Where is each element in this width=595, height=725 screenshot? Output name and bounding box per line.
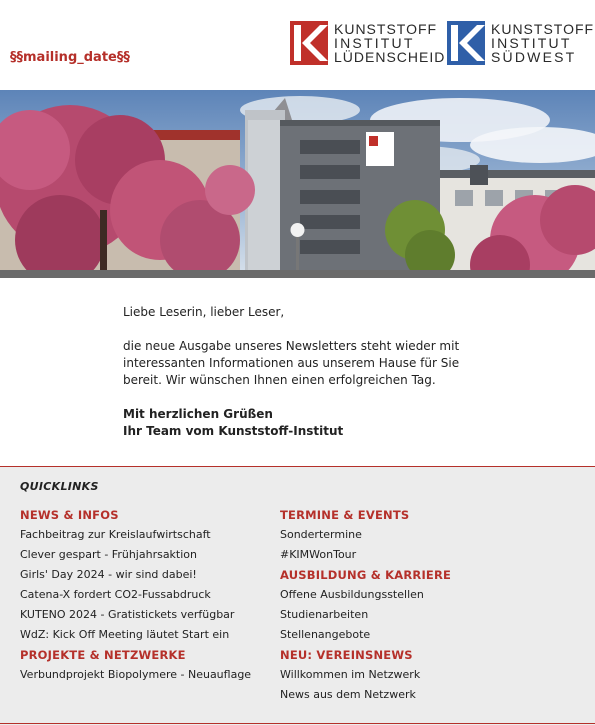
logo-line-3: LÜDENSCHEID xyxy=(334,49,446,65)
quicklink-item[interactable]: #KIMWonTour xyxy=(280,548,357,561)
logo-text xyxy=(334,22,445,64)
section-heading-training: AUSBILDUNG & KARRIERE xyxy=(280,568,452,582)
quicklink-item[interactable]: Studienarbeiten xyxy=(280,608,369,621)
logo-kunststoff-institut-luedenscheid[interactable] xyxy=(290,20,445,66)
k-logo-blue-icon xyxy=(447,21,485,65)
quicklinks-section xyxy=(0,466,595,725)
quicklink-item[interactable]: Willkommen im Netzwerk xyxy=(280,668,421,681)
logo-text xyxy=(491,22,594,64)
quicklink-item[interactable]: Stellenangebote xyxy=(280,628,371,641)
quicklink-item[interactable]: Fachbeitrag zur Kreislaufwirtschaft xyxy=(20,528,211,541)
quicklink-item[interactable]: Clever gespart - Frühjahrsaktion xyxy=(20,548,197,561)
bottom-divider xyxy=(0,723,595,724)
logo-line-2: INSTITUT xyxy=(491,35,572,51)
intro-text xyxy=(123,304,483,440)
quicklink-item[interactable]: Offene Ausbildungsstellen xyxy=(280,588,424,601)
logo-line-3: SÜDWEST xyxy=(491,49,577,65)
hero-image-institute-building xyxy=(0,90,595,278)
quicklink-item[interactable]: News aus dem Netzwerk xyxy=(280,688,416,701)
logo-line-2: INSTITUT xyxy=(334,35,415,51)
section-heading-projects: PROJEKTE & NETZWERKE xyxy=(20,648,186,662)
logo-line-1: KUNSTSTOFF xyxy=(334,21,438,37)
intro-body: die neue Ausgabe unseres Newsletters steht wieder mit interessanten Informationen aus unserem Hause für Sie bereit. Wir wünschen Ihnen einen erfolgreichen Tag. xyxy=(123,339,460,387)
section-heading-events: TERMINE & EVENTS xyxy=(280,508,410,522)
logo-kunststoff-institut-suedwest[interactable] xyxy=(447,20,594,66)
section-heading-news: NEWS & INFOS xyxy=(20,508,119,522)
quicklink-item[interactable]: Sondertermine xyxy=(280,528,362,541)
quicklinks-left-column xyxy=(20,505,290,685)
section-heading-association: NEU: VEREINSNEWS xyxy=(280,648,413,662)
greeting: Liebe Leserin, lieber Leser, xyxy=(123,305,285,319)
quicklinks-title: QUICKLINKS xyxy=(20,480,99,493)
closing-line-2: Ihr Team vom Kunststoff-Institut xyxy=(123,424,344,438)
quicklink-item[interactable]: KUTENO 2024 - Gratistickets verfügbar xyxy=(20,608,235,621)
logo-line-1: KUNSTSTOFF xyxy=(491,21,595,37)
k-logo-red-icon xyxy=(290,21,328,65)
quicklinks-right-column xyxy=(280,505,550,705)
quicklink-item[interactable]: Girls' Day 2024 - wir sind dabei! xyxy=(20,568,197,581)
quicklink-item[interactable]: WdZ: Kick Off Meeting läutet Start ein xyxy=(20,628,230,641)
closing-line-1: Mit herzlichen Grüßen xyxy=(123,407,273,421)
header xyxy=(0,0,595,90)
quicklink-item[interactable]: Catena-X fordert CO2-Fussabdruck xyxy=(20,588,211,601)
quicklink-item[interactable]: Verbundprojekt Biopolymere - Neuauflage xyxy=(20,668,252,681)
mailing-date: §§mailing_date§§ xyxy=(10,50,130,65)
